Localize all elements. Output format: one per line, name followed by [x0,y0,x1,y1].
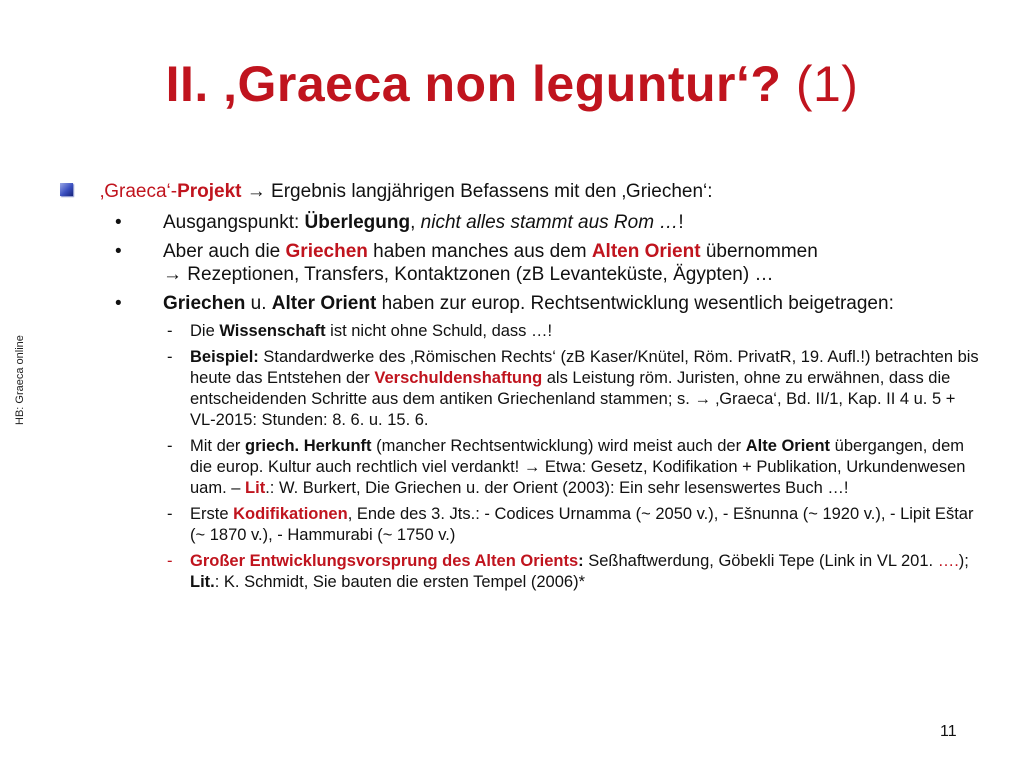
dash-bold: Beispiel: [190,348,259,366]
dash-marker: - [167,322,173,340]
griechen-term: Griechen [285,241,368,262]
ellipsis-link: …. [937,552,959,570]
dash-text: Seßhaftwerdung, Göbekli Tepe (Link in VL 201. [583,552,938,570]
dash-marker: - [167,437,173,455]
dash-text: ); [958,552,969,570]
dash-text: übergangen, dem die europ. Kultur auch rechtlich viel verdankt! → Etwa: Gesetz, Kodifikation + Publikation, Urkundenwesen uam. – [190,437,966,497]
bullet-bold: Überlegung [304,212,411,233]
title-number: (1) [795,56,859,112]
verschuldenshaftung-term: Verschuldenshaftung [374,369,543,387]
dash-text: Erste [190,505,234,523]
dash-item-1 [60,321,980,342]
main-point-text: → Ergebnis langjährigen Befassens mit den ‚Griechen‘: [241,181,713,202]
dash-text: .: W. Burkert, Die Griechen u. der Orient (2003): Ein sehr lesenswertes Buch …! [265,479,849,497]
title-main: II. ‚Graeca non leguntur‘? [165,56,782,112]
dash-bold: griech. Herkunft [245,437,372,455]
dash-text: : K. Schmidt, Sie bauten die ersten Tempel (2006)* [214,573,585,591]
kodifikationen-term: Kodifikationen [233,505,348,523]
dash-text: (mancher Rechtsentwicklung) wird meist auch der [371,437,746,455]
bullet-bold: Alter Orient [271,293,377,314]
bullet-item-1 [60,211,980,234]
entwicklungsvorsprung-term: Großer Entwicklungsvorsprung des Alten Orients [190,552,579,570]
dash-bold: Alte Orient [745,437,831,455]
dash-item-3 [60,436,980,499]
bullet-dot: • [115,212,122,233]
lit-term: Lit [245,479,266,497]
dash-bold: Lit. [190,573,215,591]
square-bullet-icon [60,183,73,196]
slide-title [0,55,1024,113]
dash-text: Die [190,322,220,340]
dash-text: , Ende des 3. Jts.: - Codices Urnamma (~ 2050 v.), - Ešnunna (~ 1920 v.), - Lipit Eštar (~ 1870 v.), - Hammurabi (~ 1750 v.) [190,505,974,544]
dash-bold: : [578,552,584,570]
bullet-text: u. [245,293,272,314]
dash-item-2 [60,347,980,431]
bullet-text: ! [678,212,684,233]
slide-content [60,180,980,598]
alter-orient-term: Alten Orient [591,241,701,262]
bullet-text: → Rezeptionen, Transfers, Kontaktzonen (zB Levanteküste, Ägypten) … [163,264,774,285]
bullet-italic: nicht alles stammt aus Rom … [420,212,679,233]
dash-item-4 [60,504,980,546]
dash-marker: - [167,348,173,366]
bullet-bold: Griechen [163,293,246,314]
dash-item-5 [60,551,980,593]
bullet-text: Aber auch die [163,241,286,262]
graeca-term: ‚Graeca‘- [100,181,178,202]
bullet-text: haben manches aus dem [367,241,592,262]
bullet-dot: • [115,241,122,262]
dash-text: ist nicht ohne Schuld, dass …! [325,322,553,340]
dash-marker: - [167,505,173,523]
bullet-text: , [410,212,421,233]
main-point [60,180,980,203]
bullet-item-3 [60,292,980,315]
dash-bold: Wissenschaft [219,322,326,340]
dash-marker: - [167,552,173,570]
bullet-text: haben zur europ. Rechtsentwicklung wesentlich beigetragen: [376,293,894,314]
page-number: 11 [940,723,957,740]
dash-text: Standardwerke des ‚Römischen Rechts‘ (zB Kaser/Knütel, Röm. PrivatR, 19. Aufl.!) betrachten bis heute das Entstehen der [190,348,979,387]
projekt-term: Projekt [177,181,242,202]
bullet-dot: • [115,293,122,314]
bullet-text: Ausgangspunkt: [163,212,305,233]
dash-text: Mit der [190,437,246,455]
bullet-text: übernommen [700,241,818,262]
side-label: HB: Graeca online [14,335,26,425]
dash-text: als Leistung röm. Juristen, ohne zu erwähnen, dass die entscheidenden Schritte aus dem antiken Griechenland stammen; s. → ‚Graeca‘, Bd. II/1, Kap. II 4 u. 5 + VL-2015: Stunden: 8. 6. u. 15. 6. [190,369,956,429]
bullet-item-2 [60,240,980,286]
